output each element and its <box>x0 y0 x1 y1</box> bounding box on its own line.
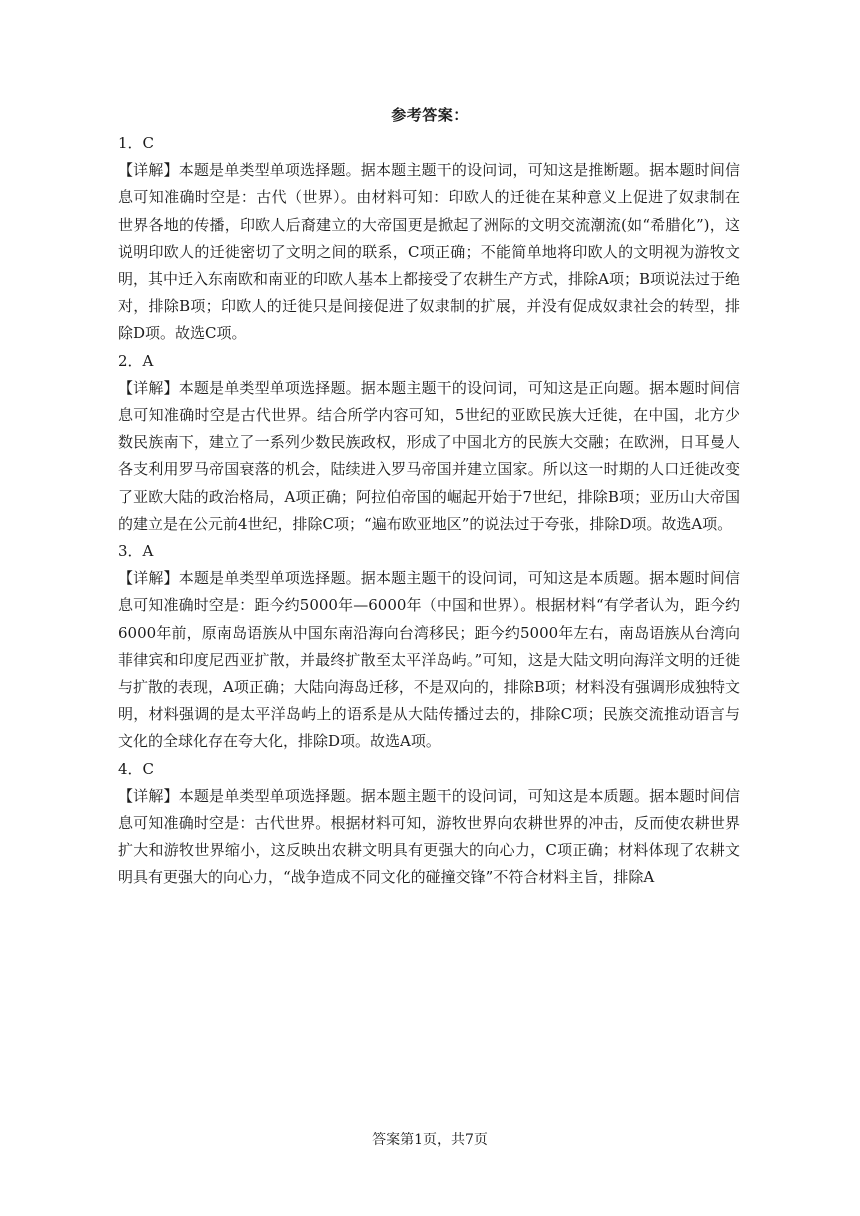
answer-2-detail: 【详解】本题是单类型单项选择题。据本题主题干的设问词，可知这是正向题。据本题时间信息可知准确时空是古代世界。结合所学内容可知，5世纪的亚欧民族大迁徙，在中国，北方少数民族南下，建立了一系列少数民族政权，形成了中国北方的民族大交融；在欧洲，日耳曼人各支利用罗马帝国衰落的机会，陆续进入罗马帝国并建立国家。所以这一时期的人口迁徙改变了亚欧大陆的政治格局，A项正确；阿拉伯帝国的崛起开始于7世纪，排除B项；亚历山大帝国的建立是在公元前4世纪，排除C项；“遍布欧亚地区”的说法过于夸张，排除D项。故选A项。 <box>118 378 740 533</box>
answer-3-detail: 【详解】本题是单类型单项选择题。据本题主题干的设问词，可知这是本质题。据本题时间信息可知准确时空是：距今约5000年—6000年（中国和世界）。根据材料“有学者认为，距今约6000年前，原南岛语族从中国东南沿海向台湾移民；距今约5000年左右，南岛语族从台湾向菲律宾和印度尼西亚扩散，并最终扩散至太平洋岛屿。”可知，这是大陆文明向海洋文明的迁徙与扩散的表现，A项正确；大陆向海岛迁移，不是双向的，排除B项；材料没有强调形成独特文明，材料强调的是太平洋岛屿上的语系是从大陆传播过去的，排除C项；民族交流推动语言与文化的全球化存在夸大化，排除D项。故选A项。 <box>118 569 740 751</box>
answer-1-detail: 【详解】本题是单类型单项选择题。据本题主题干的设问词，可知这是推断题。据本题时间信息可知准确时空是：古代（世界）。由材料可知：印欧人的迁徙在某种意义上促进了奴隶制在世界各地的传播，印欧人后裔建立的大帝国更是掀起了洲际的文明交流潮流(如“希腊化”)，这说明印欧人的迁徙密切了文明之间的联系，C项正确；不能简单地将印欧人的文明视为游牧文明，其中迁入东南欧和南亚的印欧人基本上都接受了农耕生产方式，排除A项；B项说法过于绝对，排除B项；印欧人的迁徙只是间接促进了奴隶制的扩展，并没有促成奴隶社会的转型，排除D项。故选C项。 <box>118 161 740 343</box>
answer-list <box>118 130 740 892</box>
page-title: 参考答案： <box>391 106 469 124</box>
answer-4-number: 4．C <box>118 759 155 778</box>
answer-3-number: 3．A <box>118 542 154 561</box>
answer-1-number: 1．C <box>118 134 155 152</box>
answer-4-detail: 【详解】本题是单类型单项选择题。据本题主题干的设问词，可知这是本质题。据本题时间信息可知准确时空是：古代世界。根据材料可知，游牧世界向农耕世界的冲击，反而使农耕世界扩大和游牧世界缩小，这反映出农耕文明具有更强大的向心力，C项正确；材料体现了农耕文明具有更强大的向心力，“战争造成不同文化的碰撞交锋”不符合材料主旨，排除A <box>118 786 740 887</box>
page-footer: 答案第1页，共7页 <box>372 1132 488 1148</box>
answer-2-number: 2．A <box>118 351 154 370</box>
